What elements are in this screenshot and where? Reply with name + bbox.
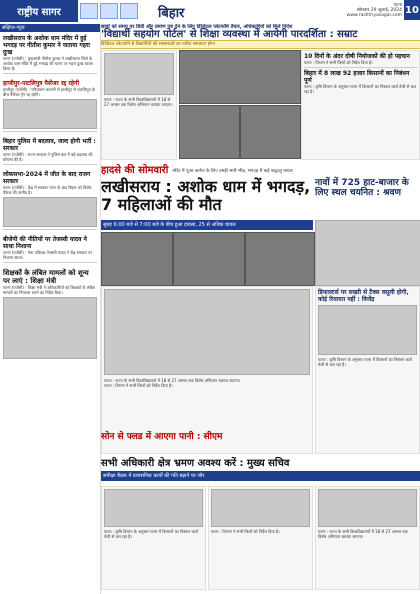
collage-photo-3: [240, 105, 301, 159]
bottom-strap: [101, 471, 420, 481]
side-story-photo: [315, 220, 420, 286]
bottom-grid: [101, 486, 420, 592]
mid-right-block: [315, 286, 420, 454]
tragedy-photo-1: [101, 232, 173, 286]
top-story-grid: [101, 50, 420, 162]
divider: [3, 73, 97, 74]
left-story-2-photo: [3, 99, 97, 129]
top-headline: 'विद्यार्थी सहयोग पोर्टल' से शिक्षा व्यवस्था में आयेगी पारदर्शिता : सम्राट: [101, 29, 358, 40]
mid-text-2: पटना : विभाग ने सभी जिलों को निर्देश दिया है।: [104, 383, 173, 388]
story-column-2: [301, 50, 420, 160]
right-mid-headline: डिफाल्टर्स पर सख्ती से टैक्स वसूली होगी, कोई रियायत नहीं : विजेंद्र: [318, 289, 409, 303]
story-title-2: 10 दिनों के अंदर दोषी नियोजकों की हो पहचान: [304, 53, 411, 60]
right-mid-photo: [318, 305, 417, 355]
tab-icon-2: [100, 3, 118, 19]
tragedy-strap-text: सुबह 6:00 बजे से 7:00 बजे के बीच हुआ हादसा, 25 से अधिक घायल: [103, 222, 236, 228]
photo-collage: [179, 50, 299, 160]
left-story-2: [0, 78, 100, 136]
story-column-1: [101, 50, 177, 160]
left-story-6-photo: [3, 297, 97, 359]
right-mid-text: पटना : कृषि विभाग के अनुसार राज्य में किसानों का निबंधन कार्य तेजी से चल रहा है।: [318, 357, 412, 367]
collage-photo-1: [179, 50, 301, 104]
section-title: बिहार: [158, 6, 185, 21]
bottom-photo-1: [104, 489, 203, 527]
bottom-col-3: [315, 486, 420, 590]
left-story-2-body: हाजीपुर (एजेंसी) : परिचालन कारणों से हाजीपुर से पाटलिपुत्र के बीच पैसेंजर ट्रेन रद्द रहेगी।: [3, 87, 96, 97]
bottom-section: [101, 458, 420, 594]
bottom-headline: सभी अधिकारी क्षेत्र भ्रमण अवश्य करें : मुख्य सचिव: [101, 458, 290, 469]
ticker-bar: [101, 40, 420, 49]
mid-section-title: [101, 432, 313, 450]
ticker-text: डिजिटल प्लेटफॉर्म से विद्यार्थियों की समस्याओं का त्वरित समाधान होगा: [101, 42, 215, 47]
story-photo-1: [104, 53, 174, 95]
bottom-photo-2: [211, 489, 310, 527]
divider: [304, 67, 417, 68]
left-story-1: [0, 33, 100, 78]
bottom-col-1: [101, 486, 206, 590]
mid-section-headline: सोन से फ्लड में आएगा पानी : सीएम: [101, 432, 223, 442]
left-story-1-body: पटना (एजेंसी) : मुख्यमंत्री नीतीश कुमार ने लखीसराय जिले के अशोक धाम मंदिर में हुई भगदड़ की घटना पर गहरा दुःख व्यक्त किया है।: [3, 56, 93, 71]
left-story-2-title: हाजीपुर-पाटलिपुत्र पैसेंजर रद्द रहेगी: [3, 80, 79, 87]
bottom-photo-3: [318, 489, 417, 527]
divider: [3, 262, 97, 263]
left-story-5-body: पटना (एजेंसी) : नेता प्रतिपक्ष तेजस्वी यादव ने केंद्र सरकार पर निशाना साधा।: [3, 250, 93, 260]
left-story-6-title: शिक्षकों के लंबित मामलों को शून्य पर लाएं : शिक्षा मंत्री: [3, 269, 89, 285]
meta-line-3: www.rashtriyasagar.com: [346, 13, 402, 18]
meta-line-1: पटना: [393, 3, 402, 8]
bottom-col-2: [208, 486, 313, 590]
side-headline: नावों में 725 हाट-बाजार के लिए स्थल चयनित : श्रवण: [315, 178, 409, 198]
top-banner: [101, 24, 420, 40]
tab-icon-3: [120, 3, 138, 19]
left-story-1-title: लखीसराय के अशोक धाम मंदिर में हुई भगदड़ पर नीतीश कुमार ने जताया गहरा दुःख: [3, 35, 90, 56]
left-story-4-body: पटना (एजेंसी) : केंद्र में सरकार गठन के बाद बिहार को विशेष पैकेज की उम्मीद है।: [3, 185, 92, 195]
bottom-text-1: पटना : कृषि विभाग के अनुसार राज्य में किसानों का निबंधन कार्य तेजी से चल रहा है।: [104, 529, 198, 539]
left-story-4-photo: [3, 197, 97, 227]
left-story-6: [0, 267, 100, 361]
tragedy-headline: लखीसराय : अशोक धाम में भगदड़, 7 महिलाओं की मौत: [101, 177, 311, 214]
story-body-1: पटना : राज्य के सभी विश्वविद्यालयों में 18 से 27 अगस्त तक विशेष अभियान चलाया जाएगा।: [104, 97, 173, 107]
left-story-5-title: बीजेपी की नीतियों पर तेजस्वी यादव ने साधा निशाना: [3, 236, 87, 250]
brand-logo: [0, 0, 78, 22]
bottom-text-3: पटना : राज्य के सभी विश्वविद्यालयों में 18 से 27 अगस्त तक विशेष अभियान चलाया जाएगा।: [318, 529, 408, 539]
tragedy-photos: [101, 232, 313, 284]
side-headline-box: [315, 178, 420, 218]
tab-icon-1: [80, 3, 98, 19]
main-column: [101, 24, 420, 594]
left-column: [0, 24, 101, 594]
tragedy-headline-box: [101, 178, 313, 218]
tragedy-kicker-row: [101, 164, 420, 178]
left-story-5: [0, 234, 100, 267]
bottom-text-2: पटना : विभाग ने सभी जिलों को निर्देश दिया है।: [211, 529, 280, 534]
tragedy-section: [101, 164, 420, 284]
story-title-3: बिहार में 8 लाख 92 हजार किसानों का निबंधन पूर्ण: [304, 70, 410, 84]
tragedy-photo-2: [173, 232, 245, 286]
masthead: [0, 0, 420, 22]
left-story-3-body: पटना (एजेंसी) : राज्य सरकार ने पुलिस बल में बड़े बदलाव की घोषणा की है।: [3, 152, 93, 162]
tragedy-kicker: हादसे की सोमवारी: [101, 165, 169, 176]
top-strap: छात्रों को समय पर डिग्री और प्रमाण पत्र देने के लिए डिजिटल प्लेटफॉर्म तैयार, अधिकारियों को मिले निर्देश: [101, 24, 293, 30]
left-story-3-title: बिहार पुलिस में बदलाव, जल्द होगी भर्ती : सरकार: [3, 138, 96, 152]
masthead-meta: [332, 3, 402, 18]
mid-photo: [104, 289, 310, 375]
divider: [3, 164, 97, 165]
divider: [3, 229, 97, 230]
tragedy-dek: मंदिर में पूजा-अर्चना के लिए उमड़ी भारी भीड़, भगदड़ में कई श्रद्धालु घायल: [172, 168, 293, 174]
left-story-4: [0, 169, 100, 234]
story-body-2: पटना : विभाग ने सभी जिलों को निर्देश दिया है।: [304, 60, 373, 65]
mid-section: [101, 286, 420, 456]
left-story-3: [0, 136, 100, 169]
mid-text-1: पटना : राज्य के सभी विश्वविद्यालयों में 18 से 27 अगस्त तक विशेष अभियान चलाया जाएगा।: [104, 378, 241, 383]
bottom-strap-text: समीक्षा बैठक में प्रशासनिक कार्यों की गति बढ़ाने पर जोर: [103, 473, 205, 479]
left-story-6-body: पटना (एजेंसी) : शिक्षा मंत्री ने अधिकारियों को शिक्षकों के लंबित मामलों का निपटारा करने का निर्देश दिया।: [3, 285, 96, 295]
brand-text: राष्ट्रीय सागर: [17, 7, 61, 18]
tab-icons: [80, 3, 140, 19]
tragedy-photo-3: [245, 232, 315, 286]
left-story-4-title: लोकसभा-2024 में जीत के बाद राजग सरकार: [3, 171, 91, 185]
story-body-3: पटना : कृषि विभाग के अनुसार राज्य में किसानों का निबंधन कार्य तेजी से चल रहा है।: [304, 84, 416, 94]
divider: [3, 131, 97, 132]
tragedy-strap: [101, 220, 313, 230]
mid-left-block: [101, 286, 313, 454]
page-number: 10: [404, 0, 420, 20]
collage-photo-2: [179, 105, 240, 159]
meta-line-2: सोमवार 29 जुलाई, 2024: [356, 8, 402, 13]
left-kicker: संक्षिप्त-न्यूज़: [0, 24, 100, 32]
